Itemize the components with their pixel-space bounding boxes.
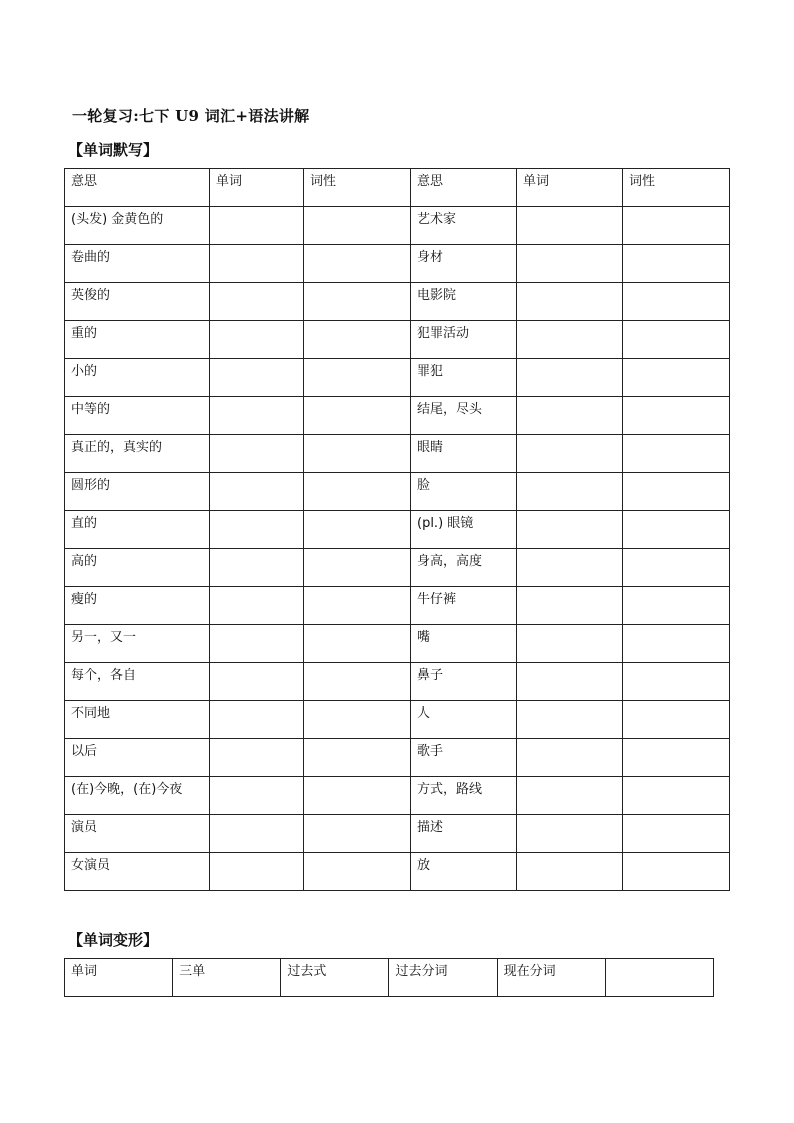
meaning-cell: 犯罪活动 — [411, 321, 517, 359]
header-third-person: 三单 — [173, 959, 281, 997]
meaning-cell: 身高，高度 — [411, 549, 517, 587]
word-answer-cell[interactable] — [517, 853, 623, 891]
pos-answer-cell[interactable] — [304, 245, 411, 283]
section-forms-heading: 【单词变形】 — [68, 931, 159, 949]
pos-answer-cell[interactable] — [623, 359, 730, 397]
pos-answer-cell[interactable] — [304, 473, 411, 511]
table-row — [65, 625, 730, 663]
word-answer-cell[interactable] — [517, 321, 623, 359]
meaning-cell: 方式，路线 — [411, 777, 517, 815]
meaning-cell: 结尾，尽头 — [411, 397, 517, 435]
word-answer-cell[interactable] — [517, 245, 623, 283]
word-answer-cell[interactable] — [210, 587, 304, 625]
word-answer-cell[interactable] — [517, 663, 623, 701]
pos-answer-cell[interactable] — [304, 777, 411, 815]
pos-answer-cell[interactable] — [304, 587, 411, 625]
pos-answer-cell[interactable] — [623, 853, 730, 891]
pos-answer-cell[interactable] — [623, 435, 730, 473]
word-answer-cell[interactable] — [517, 435, 623, 473]
pos-answer-cell[interactable] — [304, 739, 411, 777]
table-header-row — [65, 959, 714, 997]
pos-answer-cell[interactable] — [304, 853, 411, 891]
meaning-cell: 卷曲的 — [65, 245, 210, 283]
meaning-cell: 眼睛 — [411, 435, 517, 473]
meaning-cell: 中等的 — [65, 397, 210, 435]
meaning-cell: 艺术家 — [411, 207, 517, 245]
meaning-cell: 直的 — [65, 511, 210, 549]
meaning-cell: 描述 — [411, 815, 517, 853]
table-row — [65, 815, 730, 853]
pos-answer-cell[interactable] — [304, 359, 411, 397]
meaning-cell: 瘦的 — [65, 587, 210, 625]
word-answer-cell[interactable] — [210, 739, 304, 777]
word-answer-cell[interactable] — [517, 397, 623, 435]
word-answer-cell[interactable] — [517, 777, 623, 815]
pos-answer-cell[interactable] — [304, 663, 411, 701]
header-past-tense: 过去式 — [281, 959, 389, 997]
table-row — [65, 777, 730, 815]
table-row — [65, 283, 730, 321]
word-answer-cell[interactable] — [517, 815, 623, 853]
pos-answer-cell[interactable] — [304, 321, 411, 359]
header-meaning: 意思 — [65, 169, 210, 207]
meaning-cell: 另一，又一 — [65, 625, 210, 663]
meaning-cell: 人 — [411, 701, 517, 739]
word-answer-cell[interactable] — [517, 359, 623, 397]
meaning-cell: 每个，各自 — [65, 663, 210, 701]
vocab-dictation-table — [64, 168, 730, 891]
header-past-participle: 过去分词 — [389, 959, 497, 997]
word-answer-cell[interactable] — [210, 549, 304, 587]
meaning-cell: 鼻子 — [411, 663, 517, 701]
pos-answer-cell[interactable] — [304, 815, 411, 853]
meaning-cell: 英俊的 — [65, 283, 210, 321]
meaning-cell: 重的 — [65, 321, 210, 359]
word-answer-cell[interactable] — [210, 853, 304, 891]
meaning-cell: 罪犯 — [411, 359, 517, 397]
pos-answer-cell[interactable] — [623, 397, 730, 435]
meaning-cell: 身材 — [411, 245, 517, 283]
pos-answer-cell[interactable] — [304, 397, 411, 435]
pos-answer-cell[interactable] — [623, 587, 730, 625]
pos-answer-cell[interactable] — [623, 701, 730, 739]
word-answer-cell[interactable] — [210, 511, 304, 549]
pos-answer-cell[interactable] — [304, 207, 411, 245]
meaning-cell: 女演员 — [65, 853, 210, 891]
meaning-cell: 真正的，真实的 — [65, 435, 210, 473]
page-title: 一轮复习:七下 U9 词汇+语法讲解 — [72, 107, 310, 125]
word-answer-cell[interactable] — [517, 739, 623, 777]
header-meaning-2: 意思 — [411, 169, 517, 207]
word-answer-cell[interactable] — [210, 397, 304, 435]
pos-answer-cell[interactable] — [623, 815, 730, 853]
word-answer-cell[interactable] — [210, 473, 304, 511]
word-answer-cell[interactable] — [517, 283, 623, 321]
word-answer-cell[interactable] — [517, 473, 623, 511]
pos-answer-cell[interactable] — [623, 663, 730, 701]
table-row — [65, 853, 730, 891]
word-answer-cell[interactable] — [517, 701, 623, 739]
pos-answer-cell[interactable] — [623, 283, 730, 321]
meaning-cell: 放 — [411, 853, 517, 891]
meaning-cell: (头发) 金黄色的 — [65, 207, 210, 245]
meaning-cell: 电影院 — [411, 283, 517, 321]
pos-answer-cell[interactable] — [304, 625, 411, 663]
word-answer-cell[interactable] — [517, 549, 623, 587]
pos-answer-cell[interactable] — [623, 549, 730, 587]
header-word: 单词 — [210, 169, 304, 207]
pos-answer-cell[interactable] — [304, 283, 411, 321]
table-row — [65, 473, 730, 511]
pos-answer-cell[interactable] — [304, 549, 411, 587]
word-answer-cell[interactable] — [210, 625, 304, 663]
word-answer-cell[interactable] — [210, 359, 304, 397]
word-forms-table — [64, 958, 714, 997]
section-dictation-heading: 【单词默写】 — [68, 141, 159, 159]
table-row — [65, 511, 730, 549]
word-answer-cell[interactable] — [210, 435, 304, 473]
table-row — [65, 701, 730, 739]
meaning-cell: 小的 — [65, 359, 210, 397]
meaning-cell: (pl.) 眼镜 — [411, 511, 517, 549]
table-row — [65, 587, 730, 625]
pos-answer-cell[interactable] — [623, 777, 730, 815]
header-pos: 词性 — [304, 169, 411, 207]
meaning-cell: 以后 — [65, 739, 210, 777]
word-answer-cell[interactable] — [210, 245, 304, 283]
pos-answer-cell[interactable] — [304, 511, 411, 549]
meaning-cell: 歌手 — [411, 739, 517, 777]
pos-answer-cell[interactable] — [304, 435, 411, 473]
header-pos-2: 词性 — [623, 169, 730, 207]
meaning-cell: 不同地 — [65, 701, 210, 739]
meaning-cell: 演员 — [65, 815, 210, 853]
meaning-cell: 圆形的 — [65, 473, 210, 511]
table-row — [65, 739, 730, 777]
header-present-participle: 现在分词 — [497, 959, 605, 997]
meaning-cell: 高的 — [65, 549, 210, 587]
word-answer-cell[interactable] — [210, 815, 304, 853]
meaning-cell: 脸 — [411, 473, 517, 511]
header-word: 单词 — [65, 959, 173, 997]
pos-answer-cell[interactable] — [623, 511, 730, 549]
word-answer-cell[interactable] — [210, 777, 304, 815]
meaning-cell: (在)今晚，(在)今夜 — [65, 777, 210, 815]
word-answer-cell[interactable] — [210, 321, 304, 359]
table-row — [65, 663, 730, 701]
word-answer-cell[interactable] — [210, 283, 304, 321]
pos-answer-cell[interactable] — [623, 245, 730, 283]
pos-answer-cell[interactable] — [304, 701, 411, 739]
word-answer-cell[interactable] — [517, 511, 623, 549]
header-blank — [605, 959, 713, 997]
word-answer-cell[interactable] — [210, 701, 304, 739]
meaning-cell: 嘴 — [411, 625, 517, 663]
word-answer-cell[interactable] — [517, 625, 623, 663]
word-answer-cell[interactable] — [210, 207, 304, 245]
pos-answer-cell[interactable] — [623, 321, 730, 359]
pos-answer-cell[interactable] — [623, 625, 730, 663]
table-row — [65, 397, 730, 435]
table-row — [65, 549, 730, 587]
table-header-row — [65, 169, 730, 207]
table-row — [65, 359, 730, 397]
meaning-cell: 牛仔裤 — [411, 587, 517, 625]
word-answer-cell[interactable] — [517, 587, 623, 625]
table-row — [65, 435, 730, 473]
pos-answer-cell[interactable] — [623, 739, 730, 777]
table-row — [65, 321, 730, 359]
word-answer-cell[interactable] — [210, 663, 304, 701]
word-answer-cell[interactable] — [517, 207, 623, 245]
header-word-2: 单词 — [517, 169, 623, 207]
table-row — [65, 207, 730, 245]
table-row — [65, 245, 730, 283]
pos-answer-cell[interactable] — [623, 473, 730, 511]
pos-answer-cell[interactable] — [623, 207, 730, 245]
